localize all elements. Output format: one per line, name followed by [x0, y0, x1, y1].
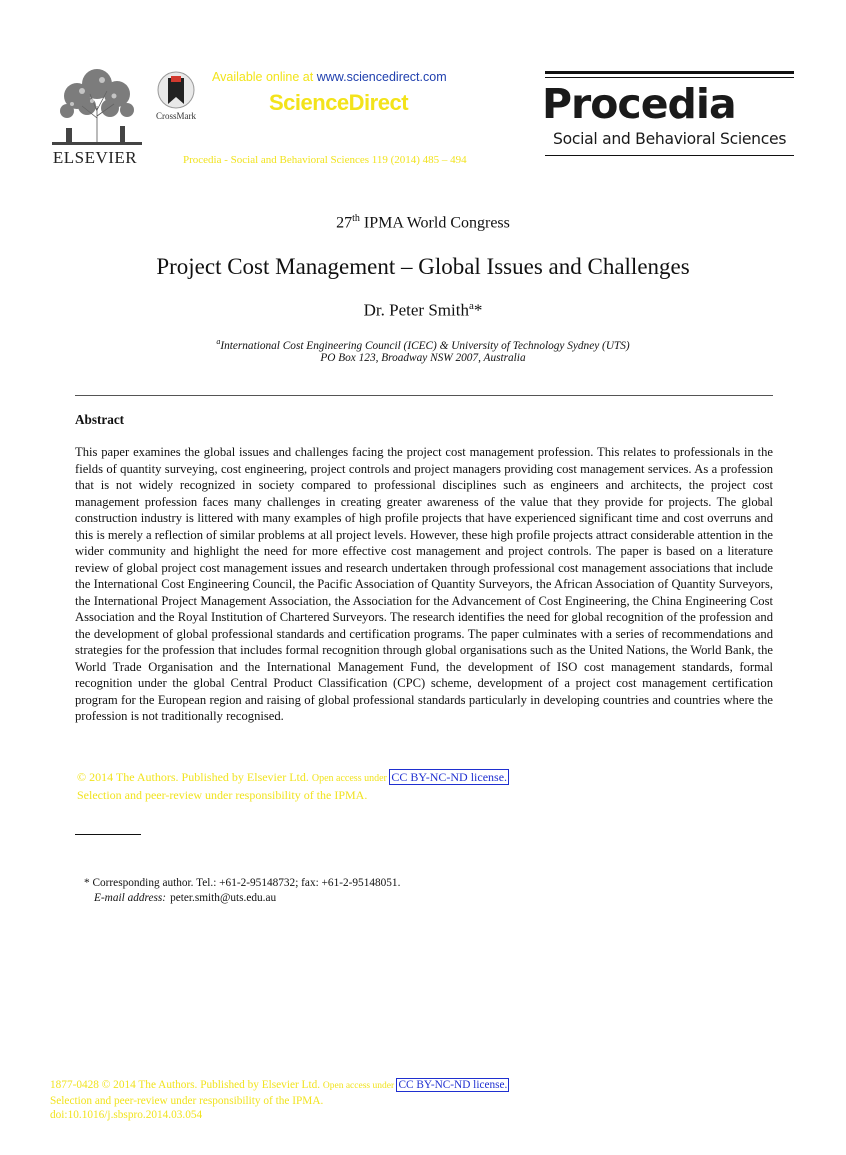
publisher-name: ELSEVIER [52, 148, 138, 167]
peer-review-line: Selection and peer-review under responsibility of the IPMA. [77, 788, 368, 802]
affiliation-line-2: PO Box 123, Broadway NSW 2007, Australia [320, 352, 526, 364]
author-name: Dr. Peter Smith [363, 300, 469, 320]
sciencedirect-wordmark: ScienceDirect [269, 90, 409, 115]
abstract-heading: Abstract [75, 412, 125, 427]
bottom-copyright-block [50, 1078, 509, 1123]
copyright-line: © 2014 The Authors. Published by Elsevier Ltd. [77, 770, 312, 784]
procedia-subtitle: Social and Behavioral Sciences [553, 130, 787, 148]
congress-suffix: th [352, 213, 360, 224]
sciencedirect-url-link[interactable]: www.sciencedirect.com [316, 70, 447, 84]
paper-title: Project Cost Management – Global Issues and Challenges [156, 254, 690, 279]
bottom-open-access-label: Open access under [322, 1081, 397, 1091]
abstract-body: This paper examines the global issues and challenges facing the project cost management profession. This relates to professionals in the fields of quantity surveying, cost engineering, project controls and project managers providing cost management services. As a profession that is not widely recognized in society compared to professional disciplines such as engineers and architects, the project cost management profession faces many challenges in creating greater awareness of the value that they provide for projects. The global construction industry is littered with many examples of high profile projects that have experienced significant time and cost overruns and this is merely a reflection of similar problems at all project levels. However, these high profile projects attract considerable attention in the wider community and highlight the need for more effective cost management and project controls. The paper is based on a literature review of global project cost management issues and research undertaken through professional cost management associations that include the International Cost Engineering Council, the Pacific Association of Quantity Surveyors, the African Association of Quantity Surveyors, the International Project Management Association, the Association for the Advancement of Cost Engineering, the China Engineering Cost Association and the Royal Institution of Chartered Surveyors. The research identifies the need for global recognition of the profession and the development of global professional standards and certification programs. The paper culminates with a series of recommendations and strategies for the profession that includes formal recognition through global organisations such as the United Nations, the World Bank, the World Trade Organisation and the International Management Fund, the development of ISO cost management standards, formal recognition under the global Central Product Classification (CPC) scheme, development of a project cost management certification program for the European region and raising of global professional standards particularly in developing countries and countries where the profession is not traditionally recognised. [75, 445, 773, 723]
journal-citation: Procedia - Social and Behavioral Sciences 119 (2014) 485 – 494 [183, 154, 467, 166]
crossmark-label: CrossMark [156, 111, 196, 121]
doi-link[interactable]: doi:10.1016/j.sbspro.2014.03.054 [50, 1109, 203, 1122]
procedia-wordmark: Procedia [542, 80, 736, 128]
affiliation-mark: a [216, 337, 221, 346]
tree-icon [52, 66, 142, 146]
email-label: E-mail address: [94, 892, 167, 904]
author-affiliation-mark: a [468, 300, 474, 312]
available-online-line [212, 70, 447, 84]
open-access-label: Open access under [311, 773, 390, 784]
available-prefix: Available online at [212, 70, 317, 84]
bottom-peer-review-line: Selection and peer-review under responsibility of the IPMA. [50, 1094, 324, 1107]
affiliation-line-1 [0, 337, 846, 352]
corresponding-author-note: * Corresponding author. Tel.: +61-2-95148732; fax: +61-2-95148051. [84, 877, 401, 889]
affiliation-text: International Cost Engineering Council (ICEC) & University of Technology Sydney (UTS) [220, 339, 630, 352]
procedia-top-rule [545, 71, 794, 74]
section-divider [75, 395, 773, 396]
copyright-notice [77, 769, 509, 803]
congress-ordinal: 27 [336, 214, 353, 232]
congress-name: IPMA World Congress [359, 214, 510, 232]
procedia-top-rule-thin [545, 77, 794, 78]
procedia-bottom-rule [545, 155, 794, 156]
issn-line: 1877-0428 © 2014 The Authors. Published by Elsevier Ltd. [50, 1079, 323, 1091]
footnote-rule [75, 834, 141, 835]
license-link[interactable]: CC BY-NC-ND license. [391, 770, 508, 784]
bottom-license-link[interactable]: CC BY-NC-ND license. [398, 1079, 508, 1091]
email-line [94, 891, 276, 906]
congress-line [0, 213, 846, 232]
email-address-link[interactable]: peter.smith@uts.edu.au [170, 892, 277, 904]
author-line [0, 300, 846, 321]
author-corresponding-star: * [473, 300, 483, 320]
